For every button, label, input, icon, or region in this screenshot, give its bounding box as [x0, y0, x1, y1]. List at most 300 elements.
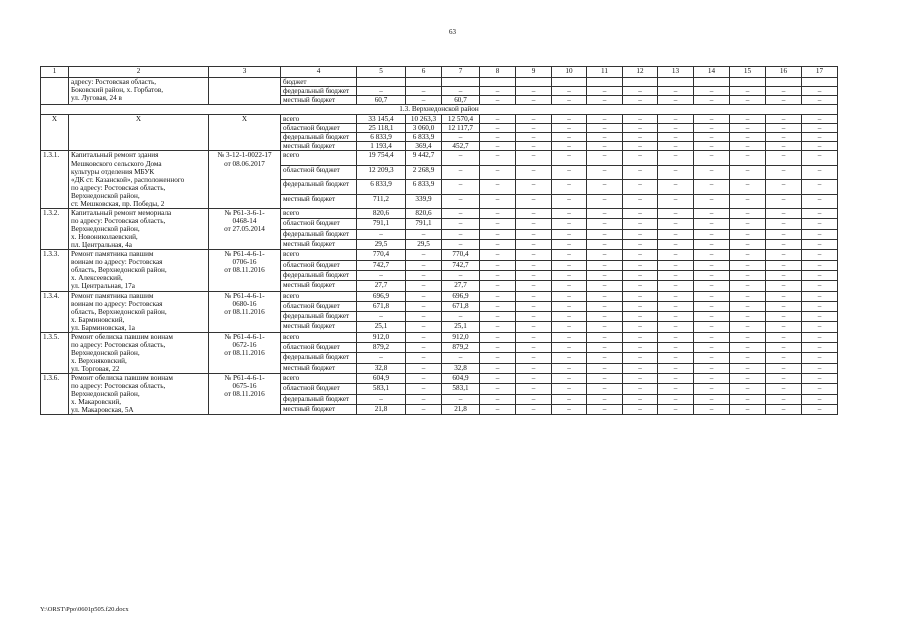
- amount-cell: –: [552, 312, 587, 322]
- amount-cell: –: [552, 270, 587, 280]
- amount-cell: [658, 78, 694, 87]
- funding-source: всего: [281, 291, 357, 301]
- footer-path: Y:\ORST\Ppo\0601p505.f20.docx: [40, 606, 129, 613]
- amount-cell: 12 209,3: [357, 165, 406, 179]
- amount-cell: –: [658, 151, 694, 165]
- amount-cell: –: [552, 165, 587, 179]
- amount-cell: –: [694, 239, 730, 249]
- amount-cell: 604,9: [442, 374, 480, 384]
- amount-cell: –: [516, 374, 552, 384]
- amount-cell: –: [552, 301, 587, 311]
- amount-cell: –: [623, 165, 658, 179]
- table-row: [41, 374, 838, 384]
- item-document: № Р61-4-6-1- 0680-16 от 08.11.2016: [209, 291, 281, 332]
- amount-cell: –: [480, 394, 516, 404]
- amount-cell: –: [694, 343, 730, 353]
- amount-cell: 696,9: [442, 291, 480, 301]
- amount-cell: –: [623, 208, 658, 218]
- amount-cell: –: [694, 260, 730, 270]
- amount-cell: 29,5: [357, 239, 406, 249]
- amount-cell: –: [406, 394, 442, 404]
- amount-cell: –: [552, 260, 587, 270]
- amount-cell: [766, 78, 802, 87]
- amount-cell: –: [623, 343, 658, 353]
- amount-cell: –: [766, 363, 802, 373]
- item-document: [209, 78, 281, 105]
- column-header: 2: [69, 67, 209, 78]
- amount-cell: –: [658, 115, 694, 124]
- amount-cell: –: [406, 250, 442, 260]
- amount-cell: –: [802, 394, 838, 404]
- amount-cell: –: [766, 194, 802, 208]
- amount-cell: –: [442, 239, 480, 249]
- amount-cell: –: [516, 343, 552, 353]
- funding-source: всего: [281, 115, 357, 124]
- amount-cell: –: [552, 96, 587, 105]
- column-header: 8: [480, 67, 516, 78]
- amount-cell: 820,6: [406, 208, 442, 218]
- amount-cell: –: [587, 291, 623, 301]
- column-header: 1: [41, 67, 69, 78]
- funding-source: областной бюджет: [281, 165, 357, 179]
- amount-cell: –: [623, 87, 658, 96]
- amount-cell: –: [694, 353, 730, 363]
- amount-cell: –: [552, 87, 587, 96]
- amount-cell: 12 117,7: [442, 124, 480, 133]
- item-document: № Р61-4-6-1- 0672-16 от 08.11.2016: [209, 332, 281, 373]
- amount-cell: –: [480, 115, 516, 124]
- amount-cell: 583,1: [442, 384, 480, 394]
- amount-cell: –: [730, 219, 766, 229]
- amount-cell: 27,7: [442, 281, 480, 291]
- table-row: [41, 208, 838, 218]
- amount-cell: 60,7: [357, 96, 406, 105]
- amount-cell: –: [623, 96, 658, 105]
- amount-cell: –: [623, 301, 658, 311]
- amount-cell: –: [623, 229, 658, 239]
- amount-cell: –: [658, 353, 694, 363]
- amount-cell: 6 833,9: [357, 180, 406, 194]
- amount-cell: –: [552, 405, 587, 415]
- amount-cell: –: [802, 151, 838, 165]
- amount-cell: –: [480, 270, 516, 280]
- item-name: Ремонт обелиска павшим воинам по адресу: Ростовская область, Верхнедонской район, х. Верхняковский, ул. Торговая, 22: [69, 332, 209, 373]
- amount-cell: –: [516, 142, 552, 151]
- amount-cell: –: [442, 353, 480, 363]
- funding-source: всего: [281, 250, 357, 260]
- amount-cell: –: [516, 291, 552, 301]
- amount-cell: –: [766, 124, 802, 133]
- amount-cell: 604,9: [357, 374, 406, 384]
- amount-cell: –: [658, 133, 694, 142]
- amount-cell: –: [694, 229, 730, 239]
- item-number: 1.3.6.: [41, 374, 69, 415]
- column-header: 4: [281, 67, 357, 78]
- funding-source: федеральный бюджет: [281, 229, 357, 239]
- amount-cell: –: [552, 322, 587, 332]
- amount-cell: –: [623, 291, 658, 301]
- amount-cell: –: [587, 219, 623, 229]
- item-name: адресу: Ростовская область, Боковский район, х. Горбатов, ул. Луговая, 24 в: [69, 78, 209, 105]
- amount-cell: [357, 78, 406, 87]
- amount-cell: –: [480, 250, 516, 260]
- amount-cell: –: [766, 229, 802, 239]
- funding-source: всего: [281, 332, 357, 342]
- amount-cell: –: [802, 96, 838, 105]
- amount-cell: 6 833,9: [406, 133, 442, 142]
- amount-cell: –: [552, 133, 587, 142]
- amount-cell: 583,1: [357, 384, 406, 394]
- amount-cell: –: [480, 96, 516, 105]
- amount-cell: –: [802, 250, 838, 260]
- amount-cell: –: [587, 394, 623, 404]
- amount-cell: –: [480, 301, 516, 311]
- amount-cell: –: [587, 151, 623, 165]
- amount-cell: 32,8: [442, 363, 480, 373]
- amount-cell: 19 754,4: [357, 151, 406, 165]
- amount-cell: –: [587, 260, 623, 270]
- amount-cell: –: [480, 229, 516, 239]
- amount-cell: –: [552, 394, 587, 404]
- amount-cell: –: [766, 133, 802, 142]
- amount-cell: –: [694, 180, 730, 194]
- amount-cell: –: [802, 180, 838, 194]
- item-number: 1.3.5.: [41, 332, 69, 373]
- funding-source: всего: [281, 151, 357, 165]
- amount-cell: –: [442, 312, 480, 322]
- amount-cell: 33 145,4: [357, 115, 406, 124]
- amount-cell: –: [730, 353, 766, 363]
- amount-cell: –: [406, 405, 442, 415]
- amount-cell: –: [587, 332, 623, 342]
- amount-cell: –: [516, 96, 552, 105]
- amount-cell: [480, 78, 516, 87]
- amount-cell: –: [623, 270, 658, 280]
- amount-cell: –: [406, 363, 442, 373]
- funding-source: областной бюджет: [281, 384, 357, 394]
- amount-cell: 29,5: [406, 239, 442, 249]
- amount-cell: –: [587, 374, 623, 384]
- amount-cell: –: [552, 343, 587, 353]
- column-header: 5: [357, 67, 406, 78]
- amount-cell: –: [694, 270, 730, 280]
- amount-cell: –: [552, 151, 587, 165]
- amount-cell: [694, 78, 730, 87]
- amount-cell: –: [480, 291, 516, 301]
- amount-cell: –: [766, 353, 802, 363]
- amount-cell: –: [766, 180, 802, 194]
- amount-cell: –: [802, 322, 838, 332]
- funding-source: областной бюджет: [281, 124, 357, 133]
- amount-cell: 2 268,9: [406, 165, 442, 179]
- amount-cell: –: [658, 239, 694, 249]
- amount-cell: –: [587, 301, 623, 311]
- amount-cell: –: [480, 239, 516, 249]
- item-number: 1.3.3.: [41, 250, 69, 291]
- amount-cell: –: [480, 374, 516, 384]
- amount-cell: 25,1: [442, 322, 480, 332]
- item-document: № 3-12-1-0022-17 от 08.06.2017: [209, 151, 281, 208]
- amount-cell: –: [516, 384, 552, 394]
- amount-cell: –: [694, 151, 730, 165]
- column-header: 14: [694, 67, 730, 78]
- item-number: [41, 78, 69, 105]
- amount-cell: –: [623, 374, 658, 384]
- amount-cell: –: [802, 208, 838, 218]
- amount-cell: –: [658, 87, 694, 96]
- amount-cell: –: [766, 165, 802, 179]
- amount-cell: –: [802, 301, 838, 311]
- funding-source: федеральный бюджет: [281, 312, 357, 322]
- amount-cell: –: [406, 332, 442, 342]
- amount-cell: –: [516, 229, 552, 239]
- amount-cell: –: [694, 332, 730, 342]
- funding-source: федеральный бюджет: [281, 180, 357, 194]
- amount-cell: –: [658, 301, 694, 311]
- amount-cell: –: [480, 260, 516, 270]
- amount-cell: –: [516, 239, 552, 249]
- amount-cell: 1 193,4: [357, 142, 406, 151]
- funding-source: областной бюджет: [281, 301, 357, 311]
- amount-cell: –: [694, 133, 730, 142]
- amount-cell: –: [442, 219, 480, 229]
- amount-cell: –: [623, 322, 658, 332]
- amount-cell: –: [623, 151, 658, 165]
- amount-cell: –: [730, 151, 766, 165]
- amount-cell: –: [516, 394, 552, 404]
- column-header: 3: [209, 67, 281, 78]
- column-header: 12: [623, 67, 658, 78]
- amount-cell: –: [623, 239, 658, 249]
- amount-cell: –: [357, 353, 406, 363]
- amount-cell: 742,7: [357, 260, 406, 270]
- amount-cell: –: [587, 87, 623, 96]
- amount-cell: –: [658, 343, 694, 353]
- amount-cell: –: [480, 384, 516, 394]
- amount-cell: –: [694, 250, 730, 260]
- funding-source: областной бюджет: [281, 219, 357, 229]
- table-row: [41, 332, 838, 342]
- amount-cell: –: [658, 374, 694, 384]
- amount-cell: –: [730, 124, 766, 133]
- amount-cell: –: [802, 260, 838, 270]
- amount-cell: –: [552, 363, 587, 373]
- amount-cell: –: [802, 405, 838, 415]
- amount-cell: –: [406, 322, 442, 332]
- amount-cell: 60,7: [442, 96, 480, 105]
- amount-cell: –: [802, 291, 838, 301]
- amount-cell: –: [480, 133, 516, 142]
- amount-cell: [406, 78, 442, 87]
- amount-cell: 912,0: [357, 332, 406, 342]
- amount-cell: 452,7: [442, 142, 480, 151]
- amount-cell: –: [658, 260, 694, 270]
- amount-cell: –: [766, 322, 802, 332]
- amount-cell: –: [480, 219, 516, 229]
- item-document: X: [209, 115, 281, 151]
- amount-cell: –: [480, 312, 516, 322]
- amount-cell: –: [766, 312, 802, 322]
- amount-cell: –: [623, 394, 658, 404]
- amount-cell: –: [730, 363, 766, 373]
- amount-cell: –: [802, 374, 838, 384]
- amount-cell: –: [442, 270, 480, 280]
- amount-cell: –: [587, 133, 623, 142]
- amount-cell: [730, 78, 766, 87]
- amount-cell: –: [516, 151, 552, 165]
- amount-cell: –: [730, 260, 766, 270]
- amount-cell: –: [694, 124, 730, 133]
- amount-cell: –: [623, 133, 658, 142]
- funding-source: областной бюджет: [281, 260, 357, 270]
- amount-cell: –: [406, 291, 442, 301]
- amount-cell: –: [587, 180, 623, 194]
- item-name: Ремонт памятника павшим воинам по адресу: Ростовская область, Верхнедонской район, х. Барминовский, ул. Барминовская, 1а: [69, 291, 209, 332]
- column-header: 6: [406, 67, 442, 78]
- amount-cell: –: [587, 343, 623, 353]
- amount-cell: –: [623, 363, 658, 373]
- amount-cell: –: [730, 394, 766, 404]
- funding-source: федеральный бюджет: [281, 133, 357, 142]
- amount-cell: 912,0: [442, 332, 480, 342]
- amount-cell: –: [480, 322, 516, 332]
- amount-cell: –: [587, 194, 623, 208]
- amount-cell: 770,4: [357, 250, 406, 260]
- item-number: 1.3.1.: [41, 151, 69, 208]
- budget-table: [40, 66, 838, 415]
- amount-cell: 711,2: [357, 194, 406, 208]
- funding-source: бюджет: [281, 78, 357, 87]
- amount-cell: –: [516, 180, 552, 194]
- amount-cell: –: [694, 363, 730, 373]
- amount-cell: –: [658, 208, 694, 218]
- amount-cell: –: [802, 363, 838, 373]
- table-row: [41, 151, 838, 165]
- column-header: 9: [516, 67, 552, 78]
- amount-cell: –: [658, 281, 694, 291]
- amount-cell: –: [587, 208, 623, 218]
- amount-cell: –: [766, 208, 802, 218]
- amount-cell: –: [802, 87, 838, 96]
- amount-cell: –: [406, 384, 442, 394]
- amount-cell: –: [516, 301, 552, 311]
- amount-cell: –: [802, 219, 838, 229]
- amount-cell: –: [552, 180, 587, 194]
- section-title: 1.3. Верхнедонской район: [41, 105, 838, 115]
- amount-cell: –: [730, 208, 766, 218]
- amount-cell: –: [587, 96, 623, 105]
- amount-cell: –: [658, 312, 694, 322]
- amount-cell: –: [766, 87, 802, 96]
- amount-cell: –: [442, 208, 480, 218]
- funding-source: местный бюджет: [281, 405, 357, 415]
- amount-cell: –: [587, 353, 623, 363]
- amount-cell: –: [766, 250, 802, 260]
- amount-cell: –: [658, 384, 694, 394]
- amount-cell: –: [802, 239, 838, 249]
- amount-cell: 6 833,9: [406, 180, 442, 194]
- amount-cell: –: [802, 115, 838, 124]
- amount-cell: –: [730, 374, 766, 384]
- amount-cell: 369,4: [406, 142, 442, 151]
- amount-cell: –: [516, 208, 552, 218]
- amount-cell: –: [516, 260, 552, 270]
- column-header: 7: [442, 67, 480, 78]
- funding-source: местный бюджет: [281, 322, 357, 332]
- amount-cell: [623, 78, 658, 87]
- amount-cell: –: [587, 384, 623, 394]
- amount-cell: –: [658, 270, 694, 280]
- amount-cell: –: [406, 270, 442, 280]
- amount-cell: –: [766, 394, 802, 404]
- amount-cell: –: [694, 322, 730, 332]
- amount-cell: –: [623, 312, 658, 322]
- item-name: X: [69, 115, 209, 151]
- amount-cell: –: [694, 96, 730, 105]
- funding-source: местный бюджет: [281, 142, 357, 151]
- amount-cell: –: [694, 394, 730, 404]
- amount-cell: –: [480, 151, 516, 165]
- amount-cell: –: [694, 405, 730, 415]
- amount-cell: –: [480, 353, 516, 363]
- funding-source: федеральный бюджет: [281, 87, 357, 96]
- amount-cell: –: [552, 250, 587, 260]
- amount-cell: 10 263,3: [406, 115, 442, 124]
- amount-cell: –: [623, 353, 658, 363]
- funding-source: всего: [281, 208, 357, 218]
- amount-cell: –: [552, 332, 587, 342]
- item-name: Капитальный ремонт мемориала по адресу: Ростовская область, Верхнедонской район, х. Новониколаевский, пл. Центральная, 4а: [69, 208, 209, 249]
- amount-cell: –: [587, 229, 623, 239]
- amount-cell: –: [658, 394, 694, 404]
- amount-cell: –: [516, 124, 552, 133]
- amount-cell: –: [587, 124, 623, 133]
- amount-cell: –: [694, 87, 730, 96]
- funding-source: местный бюджет: [281, 96, 357, 105]
- item-name: Капитальный ремонт здания Мешковского сельского Дома культуры отделения МБУК «ДК ст. Казанской», расположенного по адресу: Ростовская область, Верхнедонской район, ст. Мешковская, пр. Победы, 2: [69, 151, 209, 208]
- amount-cell: –: [766, 239, 802, 249]
- amount-cell: –: [730, 96, 766, 105]
- amount-cell: –: [587, 165, 623, 179]
- amount-cell: –: [442, 165, 480, 179]
- amount-cell: –: [357, 394, 406, 404]
- amount-cell: [552, 78, 587, 87]
- amount-cell: –: [730, 165, 766, 179]
- table-row: [41, 115, 838, 124]
- amount-cell: –: [766, 115, 802, 124]
- amount-cell: 879,2: [357, 343, 406, 353]
- amount-cell: –: [802, 343, 838, 353]
- amount-cell: –: [406, 343, 442, 353]
- amount-cell: –: [802, 194, 838, 208]
- amount-cell: 12 570,4: [442, 115, 480, 124]
- amount-cell: –: [516, 322, 552, 332]
- amount-cell: –: [658, 322, 694, 332]
- amount-cell: –: [623, 332, 658, 342]
- column-header: 16: [766, 67, 802, 78]
- amount-cell: –: [552, 384, 587, 394]
- item-name: Ремонт обелиска павшим воинам по адресу: Ростовская область, Верхнедонской район, х. Макаровский, ул. Макаровская, 5А: [69, 374, 209, 415]
- amount-cell: –: [442, 194, 480, 208]
- amount-cell: –: [658, 165, 694, 179]
- amount-cell: –: [406, 260, 442, 270]
- column-header: 11: [587, 67, 623, 78]
- amount-cell: –: [766, 281, 802, 291]
- amount-cell: 32,8: [357, 363, 406, 373]
- amount-cell: 820,6: [357, 208, 406, 218]
- amount-cell: –: [766, 405, 802, 415]
- amount-cell: 27,7: [357, 281, 406, 291]
